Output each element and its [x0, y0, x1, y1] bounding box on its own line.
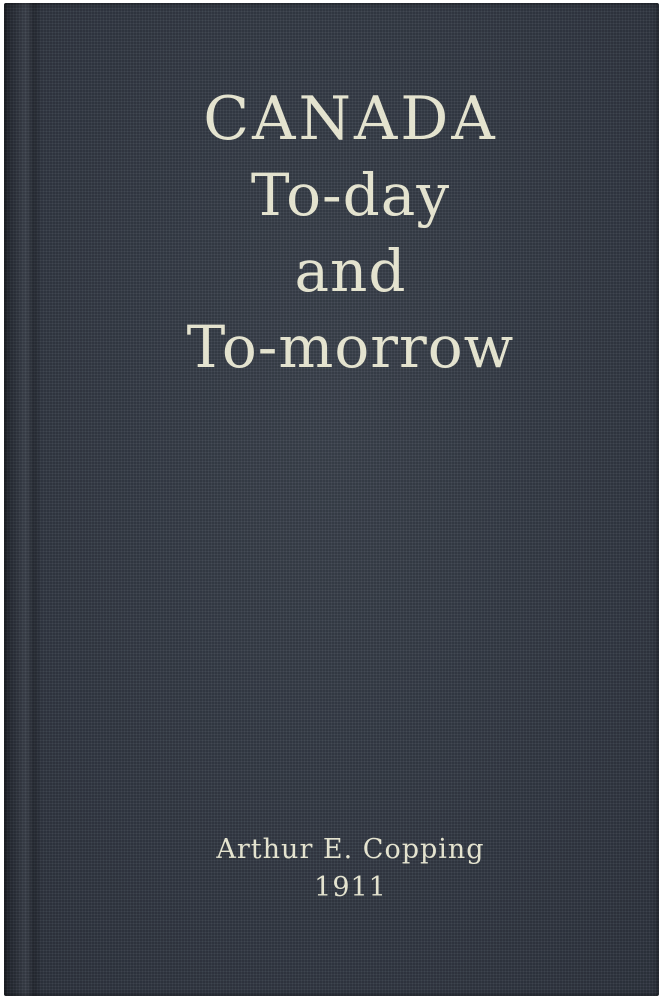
title-line-today: To-day — [250, 161, 451, 229]
publication-year: 1911 — [314, 872, 387, 903]
title-line-canada: CANADA — [203, 84, 498, 154]
book-title — [42, 81, 659, 385]
title-line-tomorrow: To-morrow — [186, 313, 515, 381]
author-block — [42, 831, 659, 907]
author-name: Arthur E. Copping — [216, 834, 485, 865]
book-cover — [4, 3, 659, 996]
title-line-and: and — [294, 237, 407, 305]
spine-edge — [4, 3, 42, 996]
